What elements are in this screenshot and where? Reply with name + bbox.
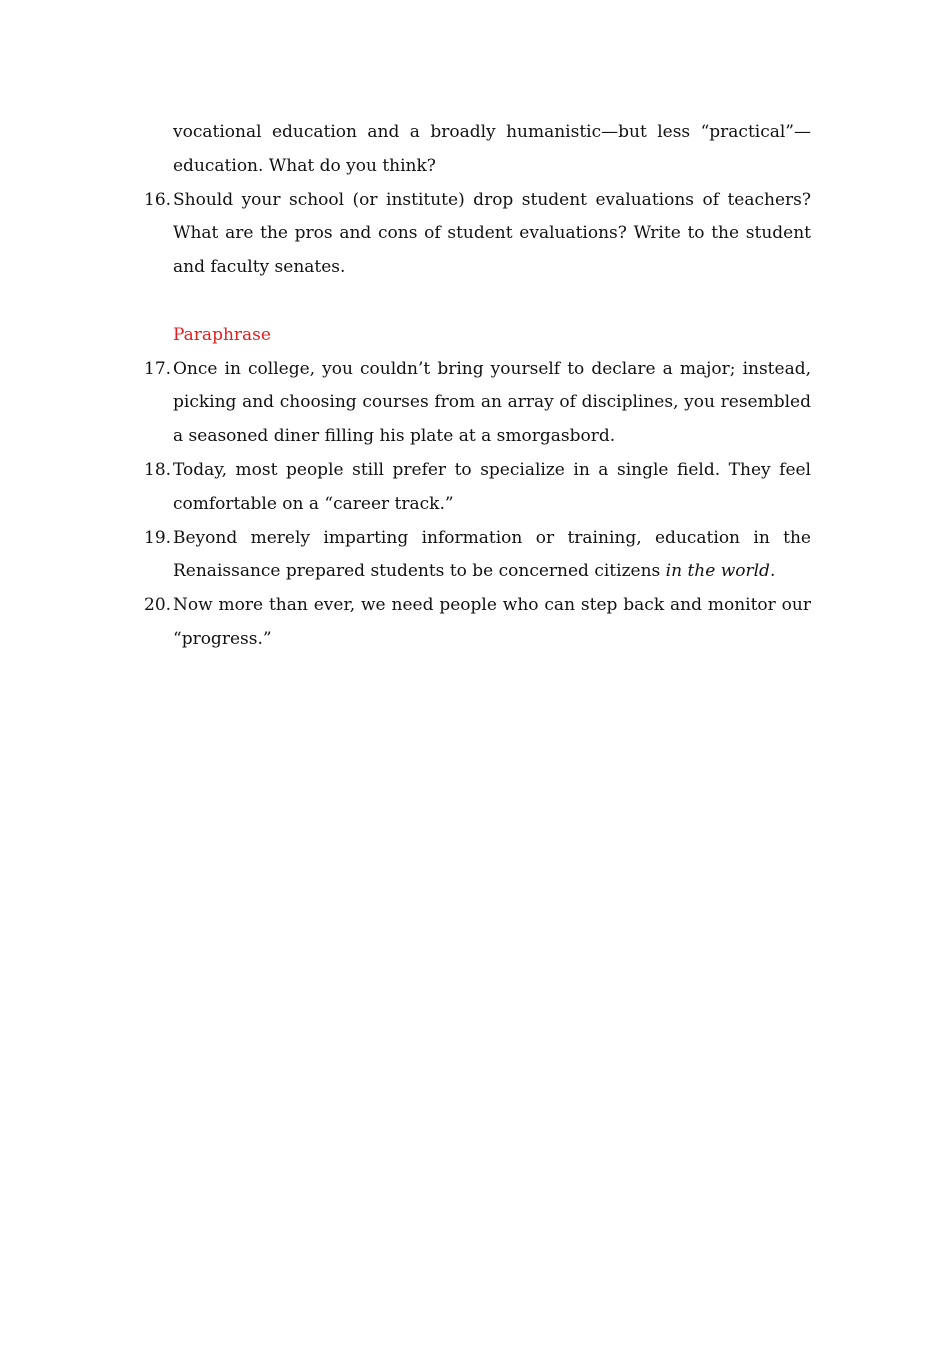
- continued-paragraph: [144, 116, 811, 184]
- list-item-16: [144, 184, 811, 285]
- list-item-17: [144, 353, 811, 454]
- item-text: Should your school (or institute) drop student evaluations of teachers? What are the pros and cons of student evaluations? Write to the student and faculty senates.: [173, 189, 811, 278]
- item-text: Once in college, you couldn’t bring yourself to declare a major; instead, picking and choosing courses from an array of disciplines, you resembled a seasoned diner filling his plate at a smorgasbord.: [173, 358, 811, 447]
- item-text: Now more than ever, we need people who can step back and monitor our “progress.”: [173, 595, 811, 649]
- section-heading: Paraphrase: [173, 324, 271, 345]
- section-spacer: [144, 285, 811, 319]
- list-item-18: [144, 454, 811, 522]
- item-number: 20.: [144, 595, 172, 616]
- item-number: 17.: [144, 358, 172, 379]
- item-number: 19.: [144, 527, 172, 548]
- item-text-end: .: [769, 561, 776, 582]
- item-text: Today, most people still prefer to specialize in a single field. They feel comfortable on a “career track.”: [173, 459, 811, 514]
- item-text-main: Beyond merely imparting information or training, education in the Renaissance prepared students to be concerned citizens: [173, 527, 811, 582]
- item-number: 18.: [144, 459, 172, 480]
- continued-paragraph-text: vocational education and a broadly humanistic—but less “practical”—education. What do you think?: [173, 122, 811, 176]
- item-number: 16.: [144, 189, 172, 210]
- item-text-italic: in the world: [665, 561, 770, 582]
- document-body: [144, 116, 811, 657]
- list-item-20: [144, 589, 811, 657]
- item-text: [173, 522, 811, 590]
- list-item-19: [144, 522, 811, 590]
